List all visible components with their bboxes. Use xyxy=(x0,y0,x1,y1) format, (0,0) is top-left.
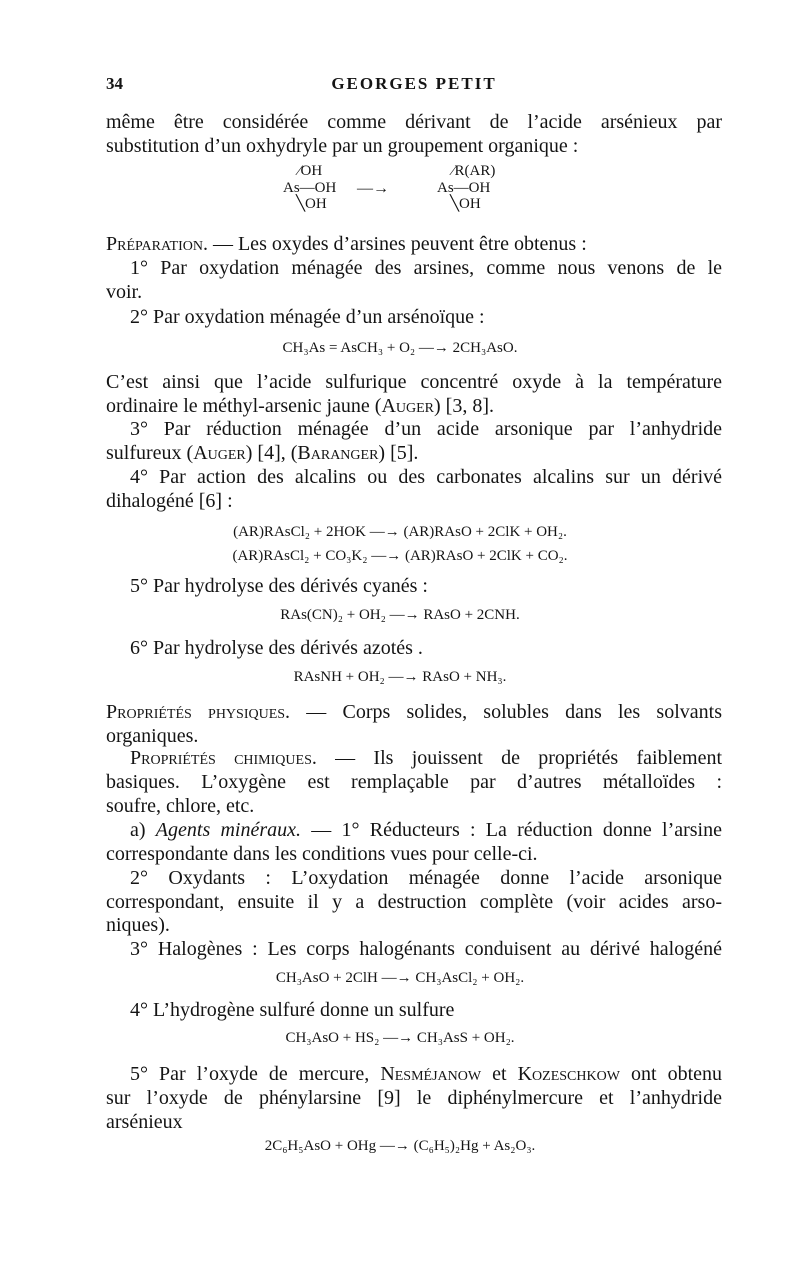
section-heading: Préparation. xyxy=(106,233,208,255)
section-heading: Propriétés physiques. xyxy=(106,701,291,723)
text-run: ordinaire le méthyl-arsenic jaune ( xyxy=(106,395,382,417)
text-run: sulfureux ( xyxy=(106,442,194,464)
scheme-left-bot: ╲OH xyxy=(296,196,327,212)
equation: (AR)RAsCl₂ + CO₃K₂ —→ (AR)RAsO + 2ClK + CO₂. xyxy=(232,548,568,564)
section-preparation xyxy=(106,232,722,256)
scheme-right-top: ⁄R(AR) xyxy=(452,163,496,179)
paragraph-line: dihalogéné [6] : xyxy=(106,490,233,512)
paragraph-line: 4° Par action des alcalins ou des carbonates alcalins sur un dérivé xyxy=(130,466,722,488)
paragraph-line: sur l’oxyde de phénylarsine [9] le diphénylmercure et l’anhydride xyxy=(106,1087,722,1109)
paragraph-line: basiques. L’oxygène est remplaçable par d’autres métalloïdes : xyxy=(106,771,722,793)
paragraph-line: 3° Par réduction ménagée d’un acide arsonique par l’anhydride xyxy=(130,418,722,440)
paragraph-line: arsénieux xyxy=(106,1111,183,1133)
paragraph-text: — Ils jouissent de propriétés faiblement xyxy=(316,747,722,769)
paragraph-line: C’est ainsi que l’acide sulfurique concentré oxyde à la température xyxy=(106,371,722,393)
equation: (AR)RAsCl₂ + 2HOK —→ (AR)RAsO + 2ClK + OH₂. xyxy=(233,524,567,540)
page-number: 34 xyxy=(106,74,123,93)
text-run: 5° Par l’oxyde de mercure, xyxy=(130,1063,381,1085)
text-run: ) [4], ( xyxy=(245,442,298,464)
equation: RAs(CN)₂ + OH₂ —→ RAsO + 2CNH. xyxy=(280,607,520,623)
author-name: Nesméjanow xyxy=(380,1063,482,1085)
paragraph-line: 1° Par oxydation ménagée des arsines, comme nous venons de le xyxy=(130,257,722,279)
running-title: GEORGES PETIT xyxy=(331,74,497,93)
text-run: ) [5]. xyxy=(378,442,419,464)
text-run: et xyxy=(481,1063,518,1085)
paragraph-line: correspondante dans les conditions vues pour celle-ci. xyxy=(106,843,538,865)
author-name: Auger xyxy=(193,442,246,464)
equation: 2C₆H₅AsO + OHg —→ (C₆H₅)₂Hg + As₂O₃. xyxy=(264,1138,536,1154)
author-name: Kozeschkow xyxy=(517,1063,620,1085)
paragraph-line: 2° Par oxydation ménagée d’un arsénoïque : xyxy=(130,306,485,328)
paragraph-line: 2° Oxydants : L’oxydation ménagée donne l’acide arsonique xyxy=(130,867,722,889)
equation: CH₃AsO + HS₂ —→ CH₃AsS + OH₂. xyxy=(285,1030,515,1046)
text-run: ) [3, 8]. xyxy=(434,395,494,417)
text-run: ont obtenu xyxy=(619,1063,722,1085)
paragraph-line: organiques. xyxy=(106,725,199,747)
section-heading: Propriétés chimiques. xyxy=(130,747,317,769)
page-header xyxy=(106,74,722,98)
scheme-left-top: ⁄OH xyxy=(298,163,323,179)
scheme-right-bot: ╲OH xyxy=(450,196,481,212)
paragraph-line: 4° L’hydrogène sulfuré donne un sulfure xyxy=(130,999,455,1021)
text-run: — 1° Réducteurs : La réduction donne l’arsine xyxy=(301,819,722,841)
scheme-right-mid: As—OH xyxy=(437,180,491,196)
paragraph-line xyxy=(106,441,722,465)
paragraph-line xyxy=(106,394,722,418)
author-name: Baranger xyxy=(297,442,379,464)
paragraph-line: soufre, chlore, etc. xyxy=(106,795,255,817)
equation: CH₃As = AsCH₃ + O₂ —→ 2CH₃AsO. xyxy=(282,340,518,356)
paragraph-line: substitution d’un oxhydryle par un groupement organique : xyxy=(106,135,579,157)
text-run: a) xyxy=(130,819,156,841)
section-chemical-properties xyxy=(106,746,722,770)
paragraph-line: 5° Par hydrolyse des dérivés cyanés : xyxy=(130,575,428,597)
paragraph-line: correspondant, ensuite il y a destruction complète (voir acides arso- xyxy=(106,891,722,913)
subsection-heading: Agents minéraux. xyxy=(155,819,302,841)
paragraph-line: niques). xyxy=(106,914,170,936)
author-name: Auger xyxy=(381,395,434,417)
paragraph-text: — Corps solides, solubles dans les solvants xyxy=(290,701,722,723)
reaction-arrow: —→ xyxy=(357,180,389,197)
equation: CH₃AsO + 2ClH —→ CH₃AsCl₂ + OH₂. xyxy=(275,970,525,986)
paragraph-line: voir. xyxy=(106,281,143,303)
paragraph-line: 3° Halogènes : Les corps halogénants conduisent au dérivé halogéné xyxy=(130,938,722,960)
paragraph-text: — Les oxydes d’arsines peuvent être obtenus : xyxy=(207,233,587,255)
paragraph-line xyxy=(106,1062,722,1086)
scheme-left-mid: As—OH xyxy=(283,180,337,196)
paragraph-line: 6° Par hydrolyse des dérivés azotés . xyxy=(130,637,423,659)
paragraph-line xyxy=(106,818,722,842)
equation: RAsNH + OH₂ —→ RAsO + NH₃. xyxy=(293,669,507,685)
section-physical-properties xyxy=(106,700,722,724)
paragraph-line: même être considérée comme dérivant de l’acide arsénieux par xyxy=(106,111,722,133)
